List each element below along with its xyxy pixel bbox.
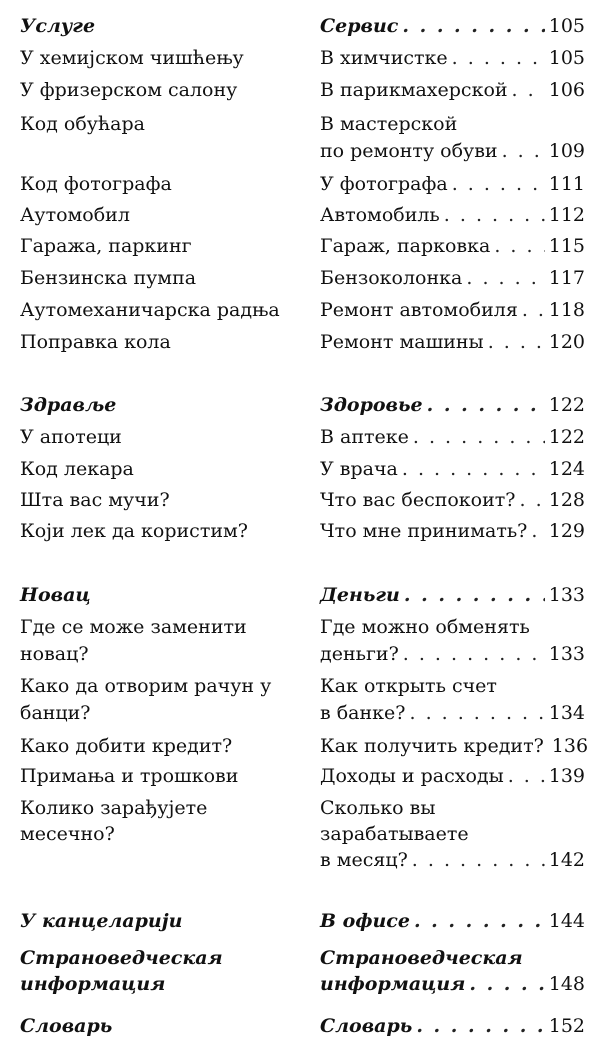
toc-entry-ru [320,764,585,788]
dot-leader [403,642,545,666]
page-number: 129 [548,520,585,542]
toc-entry-sr: У апотеци [20,426,122,448]
entry-title: Что вас беспокоит? [320,489,516,511]
section-title-country-sr-line1: Страноведческая [20,947,223,969]
toc-entry-ru [320,488,585,512]
page-number: 105 [548,47,585,69]
page-number: 105 [548,15,585,37]
dot-leader [512,78,545,102]
section-title-dictionary-sr: Словарь [20,1015,113,1037]
page-number: 122 [548,426,585,448]
toc-entry-services-ru [320,14,585,38]
toc-entry-sr: Примања и трошкови [20,765,239,787]
dot-leader [427,393,545,417]
page-number: 152 [548,1015,585,1037]
page-number: 117 [548,267,585,289]
toc-entry-sr: У фризерском салону [20,79,238,101]
toc-entry-ru [320,457,585,481]
page-number: 144 [548,910,585,932]
toc-entry-ru-second-line: зарабатываете [320,823,469,845]
page-number: 134 [548,702,585,724]
entry-title: В парикмахерской [320,79,508,101]
toc-entry-sr: У хемијском чишћењу [20,47,244,69]
toc-entry-ru [320,234,585,258]
toc-entry-sr: Који лек да користим? [20,520,248,542]
section-title-services-sr: Услуге [20,15,96,37]
toc-entry-ru-first-line: Сколько вы [320,797,436,819]
toc-entry-sr: Гаража, паркинг [20,235,192,257]
toc-entry-sr-line1: Где се може заменити [20,616,247,638]
toc-entry-sr: Код лекара [20,458,134,480]
section-title-office-sr: У канцеларији [20,910,183,932]
toc-entry-ru-first-line: Где можно обменять [320,616,530,638]
toc-entry-sr-line1: Како да отворим рачун у [20,675,272,697]
entry-title: Гараж, парковка [320,235,491,257]
entry-title: деньги? [320,643,399,665]
toc-entry-dictionary-ru [320,1014,585,1038]
dot-leader [414,909,545,933]
toc-entry-ru [320,78,585,102]
dot-leader [466,266,544,290]
toc-entry-sr: Аутомобил [20,204,130,226]
toc-entry-sr: Како добити кредит? [20,735,233,757]
page-number: 139 [548,765,585,787]
dot-leader [452,172,545,196]
page-number: 120 [548,331,585,353]
page-number: 122 [548,394,585,416]
page-number: 142 [548,849,585,871]
entry-title: в банке? [320,702,406,724]
toc-entry-ru [320,172,585,196]
dot-leader [502,139,545,163]
toc-entry-ru [320,330,585,354]
entry-title: Сервис [320,15,399,37]
toc-entry-sr-line2: банци? [20,702,91,724]
toc-entry-ru [320,734,589,758]
dot-leader [416,1014,544,1038]
entry-title: Ремонт автомобиля [320,299,518,321]
toc-entry-sr: Бензинска пумпа [20,267,197,289]
page-number: 136 [551,735,589,757]
entry-title: Доходы и расходы [320,765,504,787]
toc-entry-ru [320,139,585,163]
dot-leader [409,701,544,725]
toc-entry-ru [320,46,585,70]
entry-title: Как получить кредит? [320,735,544,757]
entry-title: в месяц? [320,849,408,871]
toc-entry-ru [320,266,585,290]
entry-title: В химчистке [320,47,448,69]
entry-title: информация [320,973,466,995]
dot-leader [519,488,544,512]
dot-leader [494,234,544,258]
entry-title: Автомобиль [320,204,440,226]
toc-entry-ru [320,642,585,666]
page-number: 118 [548,299,585,321]
toc-entry-ru [320,425,585,449]
section-title-country-sr-line2: информация [20,973,166,995]
dot-leader [522,298,545,322]
toc-entry-ru [320,203,585,227]
dot-leader [402,14,544,38]
entry-title: Ремонт машины [320,331,484,353]
toc-entry-ru [320,701,585,725]
toc-entry-sr: Поправка кола [20,331,171,353]
page-number: 124 [548,458,585,480]
dot-leader [488,330,545,354]
page-number: 111 [548,173,585,195]
toc-entry-ru [320,848,585,872]
toc-entry-sr-line1: Колико зарађујете [20,797,208,819]
dot-leader [404,583,545,607]
entry-title: Что мне принимать? [320,520,528,542]
page-number: 133 [548,584,585,606]
page-number: 112 [548,204,585,226]
toc-entry-ru-first-line: В мастерской [320,113,458,135]
dot-leader [469,972,544,996]
entry-title: У фотографа [320,173,448,195]
toc-entry-country-ru [320,972,585,996]
page-number: 106 [548,79,585,101]
entry-title: по ремонту обуви [320,140,498,162]
section-title-health-sr: Здравље [20,394,117,416]
toc-entry-ru [320,519,585,543]
toc-entry-country-ru-line1: Страноведческая [320,947,523,969]
dot-leader [412,848,545,872]
dot-leader [508,764,545,788]
toc-entry-sr-line2: месечно? [20,823,115,845]
toc-entry-sr: Аутомеханичарска радња [20,299,280,321]
entry-title: В офисе [320,910,410,932]
entry-title: Здоровье [320,394,423,416]
entry-title: Деньги [320,584,400,606]
toc-entry-ru-first-line: Как открыть счет [320,675,497,697]
toc-entry-health-ru [320,393,585,417]
toc-entry-ru [320,298,585,322]
dot-leader [444,203,545,227]
entry-title: Словарь [320,1015,413,1037]
toc-entry-sr: Код фотографа [20,173,172,195]
toc-entry-money-ru [320,583,585,607]
toc-entry-sr-line2: новац? [20,643,89,665]
page-number: 148 [548,973,585,995]
dot-leader [402,457,545,481]
page-number: 115 [548,235,585,257]
entry-title: Бензоколонка [320,267,463,289]
toc-entry-office-ru [320,909,585,933]
toc-entry-sr: Код обућара [20,113,145,135]
entry-title: В аптеке [320,426,409,448]
section-title-money-sr: Новац [20,584,91,606]
page-number: 133 [548,643,585,665]
toc-entry-sr: Шта вас мучи? [20,489,170,511]
dot-leader [452,46,545,70]
dot-leader [531,519,544,543]
page-number: 128 [548,489,585,511]
page-number: 109 [548,140,585,162]
dot-leader [413,425,545,449]
entry-title: У врача [320,458,398,480]
